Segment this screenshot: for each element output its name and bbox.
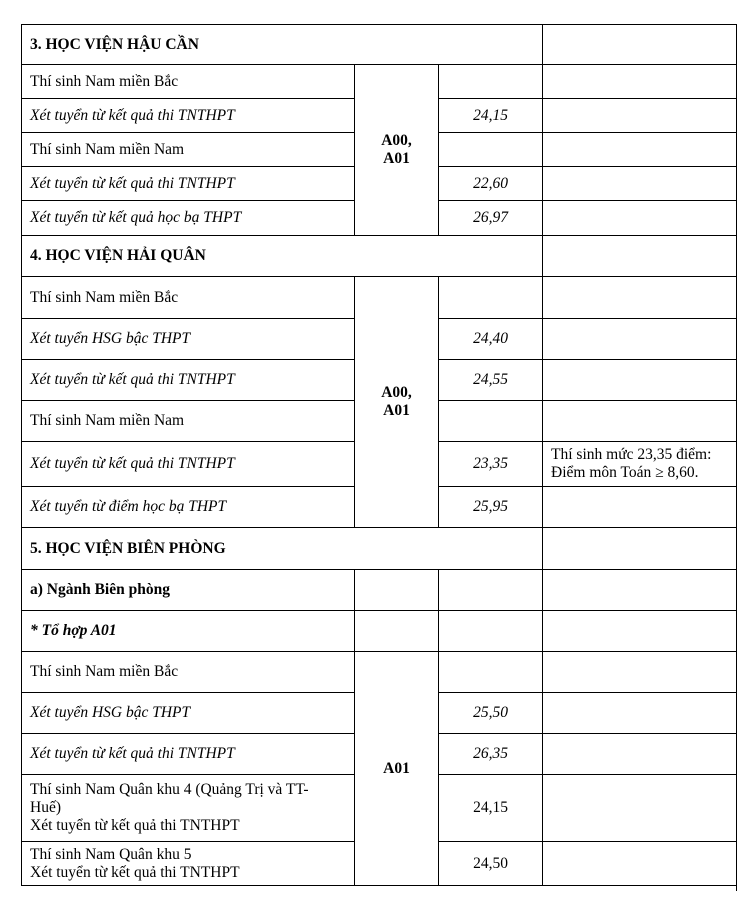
group-line: A00,: [381, 384, 412, 401]
note-cell: [543, 360, 737, 401]
score-cell: 24,15: [439, 775, 543, 842]
score-cell: [439, 652, 543, 693]
section-title: 4. HỌC VIỆN HẢI QUÂN: [22, 236, 543, 277]
row-label-line: Huế): [30, 799, 61, 816]
group-cell: [355, 611, 439, 652]
row-label: [22, 842, 355, 886]
subject-group: [355, 277, 439, 528]
row-label-line: Xét tuyển từ kết quả thi TNTHPT: [30, 817, 240, 834]
row-label-line: Thí sinh Nam Quân khu 5: [30, 845, 192, 863]
score-cell: 26,97: [439, 201, 543, 236]
row-label: Thí sinh Nam miền Bắc: [22, 277, 355, 319]
score-cell: [439, 570, 543, 611]
table-row: [22, 277, 737, 319]
row-label: Xét tuyển từ kết quả thi TNTHPT: [22, 360, 355, 401]
row-label: Xét tuyển HSG bậc THPT: [22, 693, 355, 734]
note-line: Thí sinh mức 23,35 điểm:: [551, 446, 712, 463]
row-label: Thí sinh Nam miền Nam: [22, 133, 355, 167]
note-cell: [543, 693, 737, 734]
row-label: a) Ngành Biên phòng: [22, 570, 355, 611]
score-cell: 24,55: [439, 360, 543, 401]
note-cell: [543, 65, 737, 99]
note-cell: [543, 319, 737, 360]
section-title: 3. HỌC VIỆN HẬU CẦN: [22, 25, 543, 65]
note-cell: [543, 133, 737, 167]
note-cell: [543, 611, 737, 652]
note-cell: [543, 236, 737, 277]
score-cell: [439, 277, 543, 319]
row-label: Xét tuyển HSG bậc THPT: [22, 319, 355, 360]
score-cell: [439, 401, 543, 442]
note-cell: [543, 528, 737, 570]
group-cell: [355, 570, 439, 611]
row-label: Xét tuyển từ kết quả thi TNTHPT: [22, 734, 355, 775]
row-label: Xét tuyển từ kết quả thi TNTHPT: [22, 99, 355, 133]
subject-group: [355, 65, 439, 236]
score-cell: 22,60: [439, 167, 543, 201]
table-row: [22, 236, 737, 277]
note-cell: [543, 652, 737, 693]
table-row: [22, 611, 737, 652]
table-row: [22, 652, 737, 693]
score-cell: 23,35: [439, 442, 543, 487]
score-cell: [439, 611, 543, 652]
row-label: Thí sinh Nam miền Bắc: [22, 652, 355, 693]
admission-scores-table: [21, 24, 737, 886]
score-cell: 24,15: [439, 99, 543, 133]
note-cell: [543, 201, 737, 236]
row-label: * Tổ hợp A01: [22, 611, 355, 652]
row-label: [22, 775, 355, 842]
score-cell: 25,50: [439, 693, 543, 734]
section-title: 5. HỌC VIỆN BIÊN PHÒNG: [22, 528, 543, 570]
group-line: A00,: [381, 132, 412, 149]
row-label-line: Thí sinh Nam Quân khu 4 (Quảng Trị và TT-: [30, 781, 309, 798]
table-row: [22, 65, 737, 99]
note-cell: [543, 775, 737, 842]
score-cell: 24,40: [439, 319, 543, 360]
row-label: Xét tuyển từ kết quả thi TNTHPT: [22, 442, 355, 487]
note-line: Điểm môn Toán ≥ 8,60.: [551, 464, 699, 481]
group-line: A01: [383, 402, 410, 419]
note-cell: [543, 167, 737, 201]
note-cell: [543, 277, 737, 319]
subject-group: A01: [355, 652, 439, 886]
row-label: Xét tuyển từ điểm học bạ THPT: [22, 487, 355, 528]
row-label: Thí sinh Nam miền Bắc: [22, 65, 355, 99]
note-cell: [543, 442, 737, 487]
note-cell: [543, 487, 737, 528]
table-row: [22, 25, 737, 65]
score-cell: [439, 65, 543, 99]
table-row: [22, 528, 737, 570]
note-cell: [543, 25, 737, 65]
group-line: A01: [383, 150, 410, 167]
page-edge-line: [736, 24, 737, 891]
score-cell: 26,35: [439, 734, 543, 775]
score-cell: 25,95: [439, 487, 543, 528]
note-cell: [543, 842, 737, 886]
row-label-line: Xét tuyển từ kết quả thi TNTHPT: [30, 863, 240, 881]
note-cell: [543, 734, 737, 775]
note-cell: [543, 401, 737, 442]
score-cell: 24,50: [439, 842, 543, 886]
row-label: Thí sinh Nam miền Nam: [22, 401, 355, 442]
note-cell: [543, 570, 737, 611]
table-row: [22, 570, 737, 611]
row-label: Xét tuyển từ kết quả thi TNTHPT: [22, 167, 355, 201]
score-cell: [439, 133, 543, 167]
note-cell: [543, 99, 737, 133]
row-label: Xét tuyển từ kết quả học bạ THPT: [22, 201, 355, 236]
